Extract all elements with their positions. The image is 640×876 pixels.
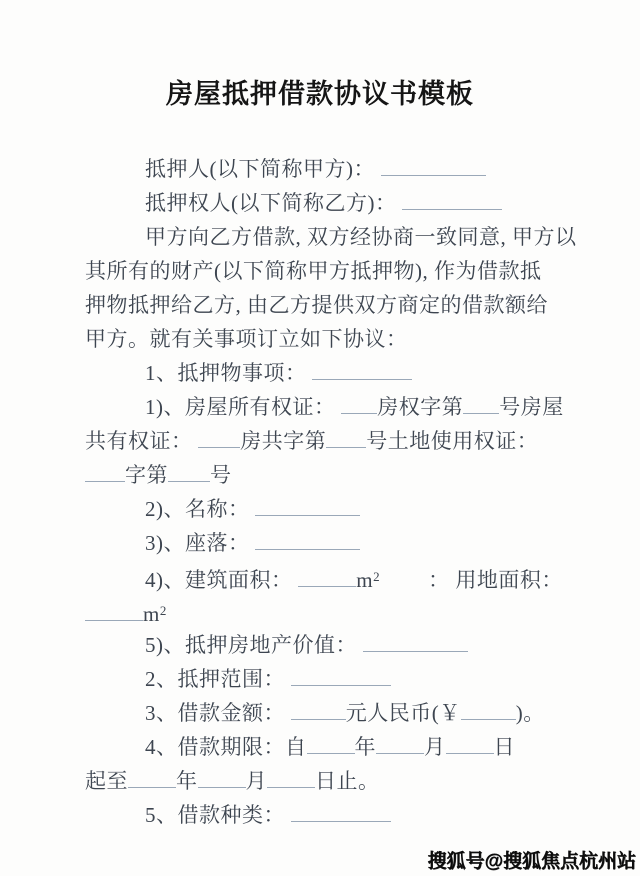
document-line [85, 526, 563, 560]
document-line [85, 594, 563, 628]
text-run: 3)、座落： [145, 531, 256, 555]
blank-underline [307, 735, 355, 754]
document-line [85, 764, 563, 798]
text-run: 5)、抵押房地产价值： [145, 633, 363, 657]
blank-underline [198, 429, 240, 448]
document-line [85, 152, 563, 186]
text-run: 起至 [85, 769, 128, 793]
blank-underline [128, 769, 176, 788]
blank-underline [168, 463, 210, 482]
blank-underline [291, 701, 346, 720]
text-run: 号房屋 [499, 395, 564, 419]
blank-underline [376, 735, 424, 754]
text-run: 2)、名称： [145, 497, 256, 521]
blank-underline [463, 395, 499, 414]
blank-underline [446, 735, 494, 754]
text-run: 共有权证： [85, 429, 199, 453]
text-run: 1、抵押物事项： [145, 361, 313, 385]
document-line [85, 288, 563, 322]
superscript: 2 [159, 603, 167, 618]
document-line [85, 696, 563, 730]
text-run: 日 [493, 735, 515, 759]
text-run: 号土地使用权证： [366, 429, 539, 453]
document-line [85, 254, 563, 288]
text-run: 号 [210, 463, 232, 487]
document-line [85, 628, 563, 662]
blank-underline [255, 497, 360, 516]
text-run: 甲方。就有关事项订立如下协议： [85, 327, 408, 351]
blank-underline [298, 568, 356, 587]
document-line [85, 560, 563, 594]
spacer [380, 586, 428, 587]
text-run: $m^2$ [356, 568, 381, 592]
blank-underline [312, 361, 412, 380]
text-run: $m^2$ [143, 602, 167, 626]
blank-underline [291, 667, 391, 686]
document-line [85, 220, 577, 254]
blank-underline [461, 701, 516, 720]
blank-underline [198, 769, 246, 788]
text-run: ： 用地面积： [428, 568, 563, 592]
text-run: 月 [424, 735, 446, 759]
text-run: 房共字第 [240, 429, 327, 453]
text-run: 抵押权人(以下简称乙方)： [145, 191, 403, 215]
blank-underline [85, 463, 125, 482]
document-line [85, 662, 563, 696]
text-run: 年 [176, 769, 198, 793]
blank-underline [341, 395, 377, 414]
text-run: 字第 [125, 463, 168, 487]
document-line [85, 492, 563, 526]
text-run: 抵押人(以下简称甲方)： [145, 157, 381, 181]
blank-underline [291, 803, 391, 822]
text-run: 年 [354, 735, 376, 759]
blank-underline [381, 157, 486, 176]
text-run: 元人民币(￥ [345, 701, 461, 725]
document-body [85, 152, 577, 832]
blank-underline [255, 531, 360, 550]
text-run: 3、借款金额： [145, 701, 291, 725]
text-run: 月 [245, 769, 267, 793]
watermark-text: 搜狐号@搜狐焦点杭州站 [427, 851, 636, 872]
blank-underline [85, 602, 143, 621]
text-run: 4、借款期限：自 [145, 735, 307, 759]
text-run: 日止。 [315, 769, 380, 793]
text-run: 1)、房屋所有权证： [145, 395, 342, 419]
document-line [85, 424, 563, 458]
document-title: 房屋抵押借款协议书模板 [166, 79, 474, 109]
text-run: 4)、建筑面积： [145, 568, 299, 592]
text-run: 押物抵押给乙方, 由乙方提供双方商定的借款额给 [85, 293, 548, 317]
text-run: 甲方向乙方借款, 双方经协商一致同意, 甲方以 [145, 225, 577, 249]
document-line [85, 186, 563, 220]
document-line [85, 798, 563, 832]
blank-underline [267, 769, 315, 788]
document-line [85, 730, 563, 764]
text-run: )。 [515, 701, 545, 725]
document-line [85, 458, 563, 492]
document-line [85, 322, 563, 356]
text-run: 5、借款种类： [145, 803, 291, 827]
document-line [85, 356, 563, 390]
blank-underline [402, 191, 502, 210]
text-run: 其所有的财产(以下简称甲方抵押物), 作为借款抵 [85, 259, 542, 283]
text-run: 2、抵押范围： [145, 667, 291, 691]
document-line [85, 390, 563, 424]
superscript: 2 [373, 569, 381, 584]
blank-underline [363, 633, 468, 652]
blank-underline [326, 429, 366, 448]
text-run: 房权字第 [377, 395, 464, 419]
